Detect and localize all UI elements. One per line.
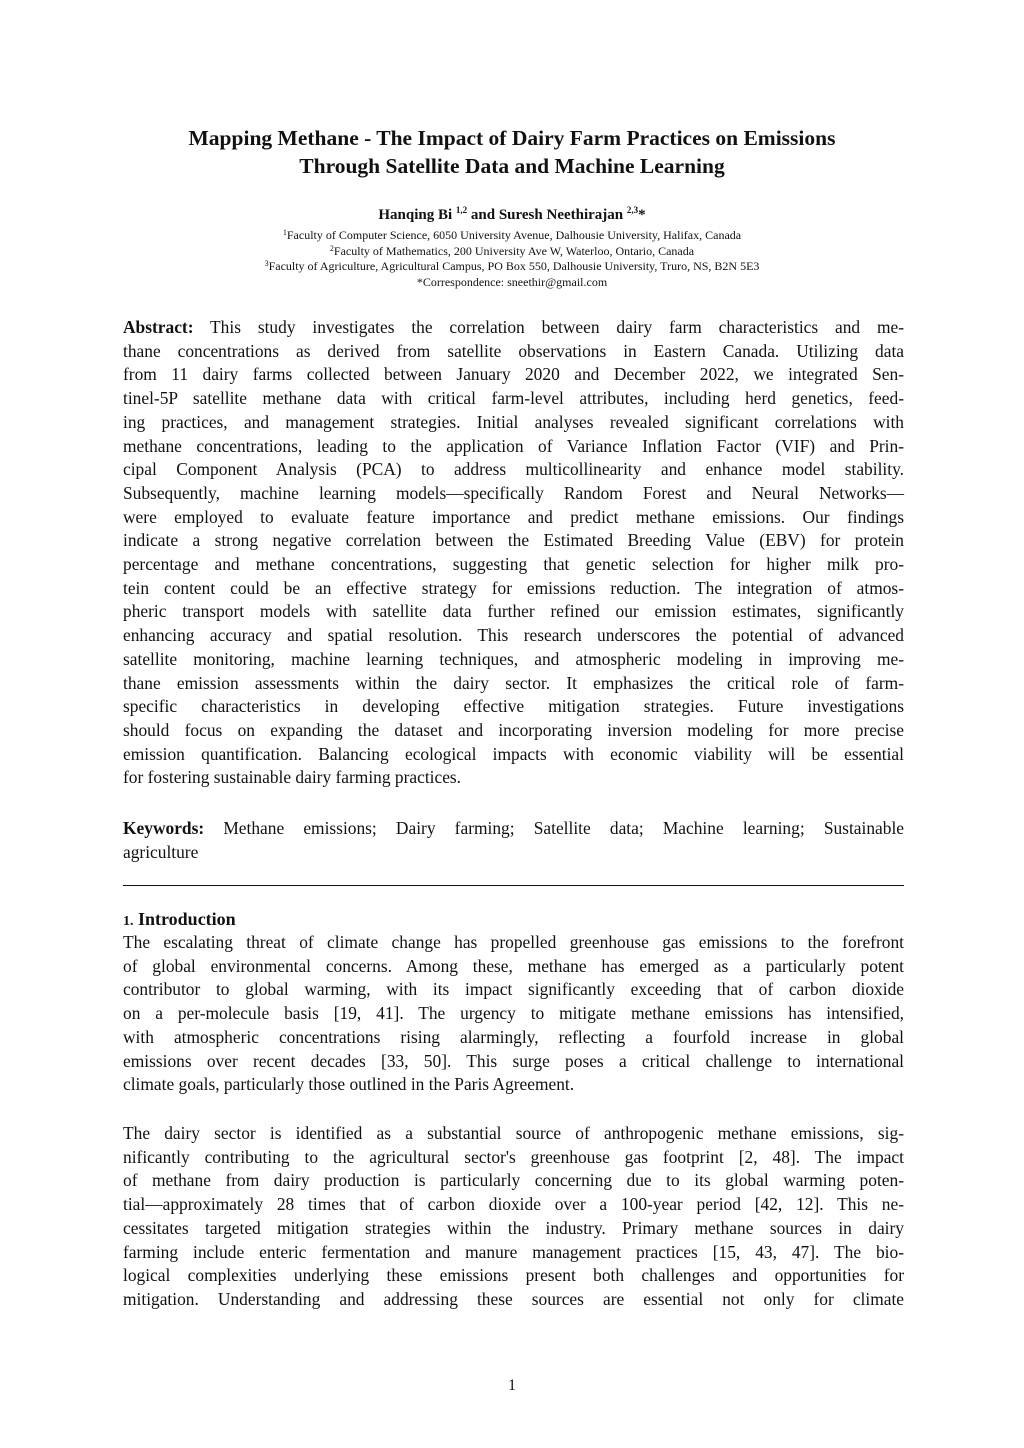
keywords bbox=[123, 817, 904, 864]
abstract-line: for fostering sustainable dairy farming practices. bbox=[123, 767, 462, 788]
intro-paragraph-1 bbox=[123, 931, 904, 1097]
paragraph-line: contributor to global warming, with its impact significantly exceeding that of carbon dioxide bbox=[123, 979, 904, 1000]
paragraph-line: mitigation. Understanding and addressing these sources are essential not only for climate bbox=[123, 1288, 904, 1309]
author-list bbox=[100, 205, 924, 225]
abstract-line: satellite monitoring, machine learning techniques, and atmospheric modeling in improving me- bbox=[123, 648, 904, 669]
paragraph-line: tial—approximately 28 times that of carbon dioxide over a 100-year period [42, 12]. This ne- bbox=[123, 1194, 904, 1215]
paragraph-line: The escalating threat of climate change has propelled greenhouse gas emissions to the forefront bbox=[123, 932, 904, 952]
title-line-2: Through Satellite Data and Machine Learning bbox=[299, 154, 725, 178]
affiliation-marker: 3 bbox=[264, 259, 269, 268]
abstract-line: cipal Component Analysis (PCA) to address multicollinearity and enhance model stability. bbox=[123, 459, 904, 480]
paragraph-line: cessitates targeted mitigation strategies within the industry. Primary methane sources in dairy bbox=[123, 1217, 904, 1238]
keywords-label: Keywords: bbox=[123, 818, 205, 838]
paragraph-line: of methane from dairy production is particularly concerning due to its global warming poten- bbox=[123, 1170, 904, 1191]
paragraph-line: logical complexities underlying these emissions present both challenges and opportunities for bbox=[123, 1265, 904, 1286]
abstract-line: indicate a strong negative correlation between the Estimated Breeding Value (EBV) for protein bbox=[123, 530, 904, 551]
abstract-line: pheric transport models with satellite data further refined our emission estimates, significantly bbox=[123, 601, 904, 622]
text-line bbox=[123, 817, 904, 841]
corresponding-author-star: * bbox=[638, 207, 646, 223]
abstract-line: This study investigates the correlation between dairy farm characteristics and me- bbox=[193, 317, 904, 337]
section-heading bbox=[123, 907, 236, 934]
abstract-line: specific characteristics in developing effective mitigation strategies. Future investigations bbox=[123, 696, 904, 717]
paragraph-line: with atmospheric concentrations rising alarmingly, reflecting a fourfold increase in global bbox=[123, 1026, 904, 1047]
paragraph-line: on a per-molecule basis [19, 41]. The urgency to mitigate methane emissions has intensified, bbox=[123, 1003, 904, 1024]
abstract-line: Subsequently, machine learning models—specifically Random Forest and Neural Networks— bbox=[123, 482, 904, 503]
text-line bbox=[123, 316, 904, 340]
section-number: 1. bbox=[123, 914, 134, 929]
correspondence-line: *Correspondence: sneethir@gmail.com bbox=[416, 274, 608, 289]
abstract-line: emission quantification. Balancing ecological impacts with economic viability will be essential bbox=[123, 743, 904, 764]
affiliation-line bbox=[100, 259, 924, 275]
abstract-line: thane concentrations as derived from satellite observations in Eastern Canada. Utilizing data bbox=[123, 340, 904, 361]
paragraph-line: emissions over recent decades [33, 50]. This surge poses a critical challenge to international bbox=[123, 1050, 904, 1071]
abstract-label: Abstract: bbox=[123, 317, 194, 337]
affiliations bbox=[100, 228, 924, 290]
affiliation-text: Faculty of Computer Science, 6050 University Avenue, Dalhousie University, Halifax, Canada bbox=[286, 228, 742, 242]
section-title: Introduction bbox=[133, 909, 236, 929]
keywords-line: agriculture bbox=[123, 841, 199, 862]
abstract-line: ing practices, and management strategies. Initial analyses revealed significant correlations with bbox=[123, 411, 904, 432]
affiliation-marker: 1 bbox=[282, 228, 287, 237]
author-conjunction: and bbox=[467, 207, 499, 223]
paragraph-line: climate goals, particularly those outlined in the Paris Agreement. bbox=[123, 1074, 575, 1095]
paper-title bbox=[100, 124, 924, 180]
paragraph-line: of global environmental concerns. Among these, methane has emerged as a particularly potent bbox=[123, 955, 904, 976]
affiliation-text: Faculty of Agriculture, Agricultural Campus, PO Box 550, Dalhousie University, Truro, NS, B2N 5E3 bbox=[268, 259, 760, 273]
abstract-line: thane emission assessments within the dairy sector. It emphasizes the critical role of farm- bbox=[123, 672, 904, 693]
author-name: Suresh Neethirajan bbox=[498, 207, 624, 223]
intro-paragraph-2 bbox=[123, 1122, 904, 1312]
author-name: Hanqing Bi bbox=[378, 207, 453, 223]
author-affiliation-marker: 2,3 bbox=[626, 205, 639, 215]
section-divider bbox=[123, 885, 904, 886]
abstract-line: should focus on expanding the dataset and incorporating inversion modeling for more precise bbox=[123, 719, 904, 740]
abstract-line: tein content could be an effective strategy for emissions reduction. The integration of atmos- bbox=[123, 577, 904, 598]
abstract bbox=[123, 316, 904, 790]
paragraph-line: nificantly contributing to the agricultural sector's greenhouse gas footprint [2, 48]. The impact bbox=[123, 1146, 904, 1167]
page-number: 1 bbox=[508, 1377, 516, 1394]
author-affiliation-marker: 1,2 bbox=[455, 205, 468, 215]
affiliation-marker: 2 bbox=[329, 243, 334, 253]
keywords-line: Methane emissions; Dairy farming; Satellite data; Machine learning; Sustainable bbox=[204, 818, 904, 838]
affiliation-line bbox=[100, 244, 924, 260]
abstract-line: were employed to evaluate feature importance and predict methane emissions. Our findings bbox=[123, 506, 904, 527]
abstract-line: tinel-5P satellite methane data with critical farm-level attributes, including herd genetics, feed- bbox=[123, 388, 904, 409]
paragraph-line: The dairy sector is identified as a substantial source of anthropogenic methane emissions, sig- bbox=[123, 1123, 904, 1143]
affiliation-text: Faculty of Mathematics, 200 University Ave W, Waterloo, Ontario, Canada bbox=[333, 243, 695, 258]
abstract-line: enhancing accuracy and spatial resolution. This research underscores the potential of advanced bbox=[123, 625, 904, 646]
affiliation-line bbox=[100, 228, 924, 244]
abstract-line: methane concentrations, leading to the application of Variance Inflation Factor (VIF) and Prin- bbox=[123, 435, 904, 456]
title-line-1: Mapping Methane - The Impact of Dairy Farm Practices on Emissions bbox=[188, 126, 836, 150]
abstract-line: percentage and methane concentrations, suggesting that genetic selection for higher milk pro- bbox=[123, 554, 904, 575]
paragraph-line: farming include enteric fermentation and manure management practices [15, 43, 47]. The bio- bbox=[123, 1241, 904, 1262]
abstract-line: from 11 dairy farms collected between January 2020 and December 2022, we integrated Sen- bbox=[123, 364, 904, 385]
